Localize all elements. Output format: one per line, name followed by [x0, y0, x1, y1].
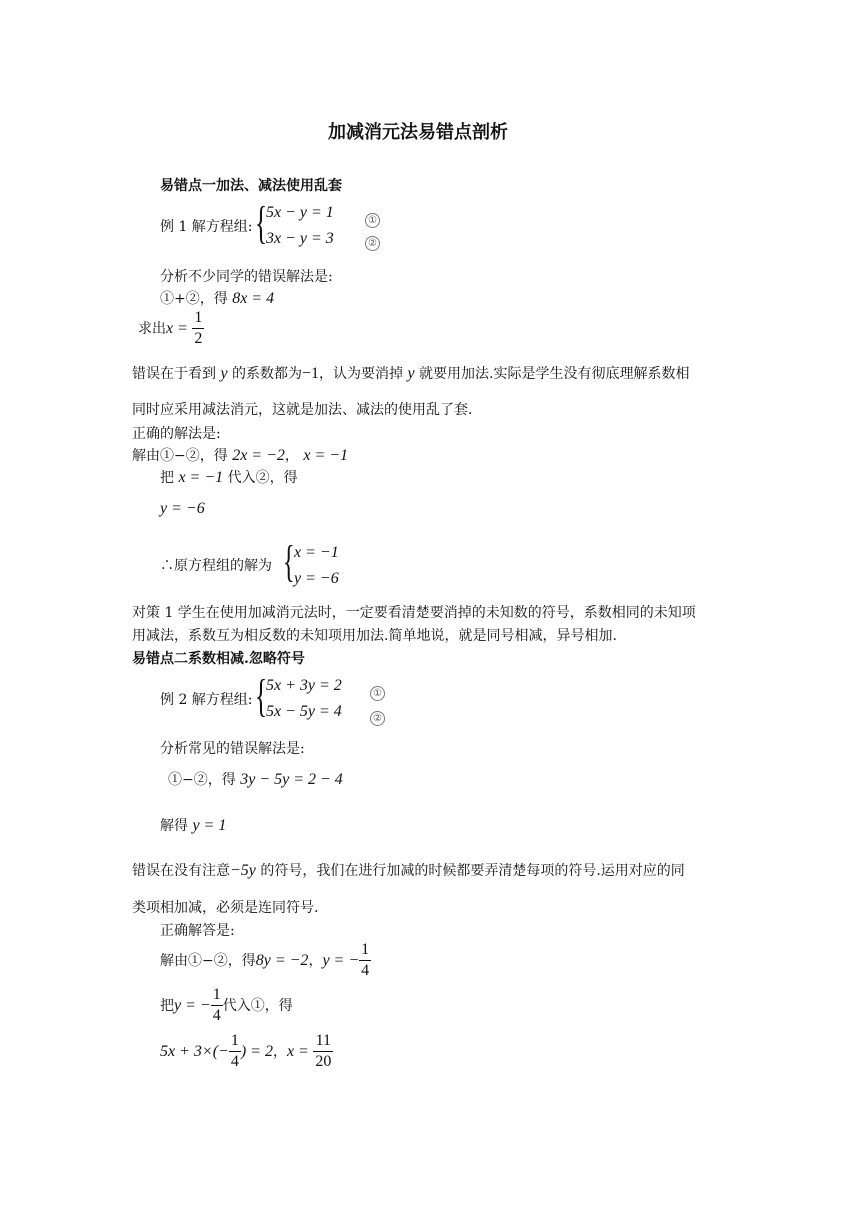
section2-heading: 易错点二系数相减.忽略符号 — [132, 651, 305, 667]
strategy1-line1: 对策 1 学生在使用加减消元法时，一定要看清楚要消掉的未知数的符号，系数相同的未知项 — [132, 605, 696, 621]
step-text: 代入①，得 — [222, 997, 293, 1014]
step-text: 代入②，得 — [223, 470, 298, 486]
example1-error-line2: 同时应采用减法消元，这就是加法、减法的使用乱了套. — [132, 402, 473, 418]
example2-solution-step — [160, 940, 371, 981]
example2-wrong-result — [160, 817, 226, 835]
example2-error-line1 — [132, 862, 685, 880]
step-text: 解得 — [160, 818, 193, 834]
step-sep: ， — [272, 1043, 287, 1060]
example2-eq2: 5x − 5y = 4 — [266, 703, 342, 720]
section1-heading: 易错点一加法、减法使用乱套 — [160, 178, 342, 194]
step-eq: 5x + 3×(− — [160, 1042, 229, 1060]
fraction-numerator: 1 — [211, 985, 223, 1006]
example1-eq2: 3x − y = 3 — [266, 230, 334, 247]
fraction-numerator: 1 — [192, 308, 204, 329]
page-title: 加减消元法易错点剖析 — [328, 122, 508, 143]
step-eq: 8y = −2 — [255, 951, 309, 969]
example2-mark2: ② — [370, 711, 385, 726]
step-eq: x = −1 — [303, 447, 349, 464]
error-text: 就要用加法.实际是学生没有彻底理解系数相 — [414, 366, 690, 382]
example2-final-step — [160, 1031, 333, 1072]
step-eq: y = − — [322, 951, 360, 969]
step-text: 解由①−②，得 — [160, 952, 256, 969]
step-sep: ， — [284, 448, 304, 464]
fraction-denominator: 2 — [194, 330, 203, 347]
example1-y-solution: y = −6 — [160, 500, 205, 517]
example1-label: 例 1 解方程组: — [160, 219, 253, 235]
example2-mark1: ① — [370, 686, 385, 701]
step-eq: y = − — [174, 996, 211, 1014]
fraction-denominator: 4 — [361, 962, 370, 979]
example1-final-label: ∴原方程组的解为 — [160, 558, 272, 574]
step-eq: x = −1 — [178, 469, 224, 486]
example2-brace: { — [255, 670, 268, 721]
example1-solution-step — [132, 447, 348, 465]
step-sep: ， — [308, 952, 323, 969]
example2-correct-label: 正确解答是: — [160, 923, 235, 939]
example1-analysis: 分析不少同学的错误解法是: — [160, 269, 333, 285]
example1-wrong-step — [160, 290, 274, 308]
wrong-step-eq: 8x = 4 — [232, 290, 275, 307]
example1-substitute — [160, 469, 298, 487]
example2-label: 例 2 解方程组: — [160, 692, 253, 708]
final-y: y = −6 — [294, 570, 339, 587]
fraction-denominator: 4 — [230, 1053, 239, 1070]
error-text: 错误在于看到 — [132, 366, 221, 382]
step-text: 把 — [160, 997, 174, 1014]
fraction-numerator: 11 — [313, 1031, 333, 1052]
step-text: ①−②，得 — [168, 772, 241, 788]
final-brace: { — [283, 537, 295, 586]
example1-eq1: 5x − y = 1 — [266, 204, 334, 221]
step-eq: 2x = −2 — [232, 447, 285, 464]
error-var: y — [220, 365, 228, 382]
error-value: −1 — [302, 365, 320, 382]
example1-correct-label: 正确的解法是: — [132, 426, 221, 442]
error-text: 错误在没有注意 — [132, 863, 230, 879]
example2-eq1: 5x + 3y = 2 — [266, 677, 342, 694]
example2-substitute — [160, 985, 293, 1026]
step-eq: x = — [286, 1042, 309, 1060]
example1-brace: { — [255, 197, 268, 248]
example1-wrong-result — [138, 308, 204, 349]
wrong-result-text: 求出 — [138, 320, 166, 337]
error-text: 的系数都为 — [227, 366, 303, 382]
fraction-numerator: 1 — [229, 1031, 241, 1052]
error-text: ，认为要消掉 — [319, 366, 408, 382]
fraction-denominator: 4 — [212, 1007, 221, 1024]
step-eq: y = 1 — [192, 817, 227, 834]
final-x: x = −1 — [294, 544, 339, 561]
example1-mark2: ② — [365, 236, 380, 251]
fraction-numerator: 1 — [359, 940, 371, 961]
example2-analysis: 分析常见的错误解法是: — [160, 741, 305, 757]
error-term: −5y — [230, 862, 256, 879]
example1-mark1: ① — [365, 213, 380, 228]
example1-error-line1 — [132, 365, 690, 383]
error-var: y — [407, 365, 415, 382]
example2-wrong-step — [168, 771, 343, 789]
step-eq: ) = 2 — [240, 1042, 273, 1060]
example2-error-line2: 类项相加减，必须是连同符号. — [132, 900, 319, 916]
step-text: 把 — [160, 470, 179, 486]
fraction-denominator: 20 — [315, 1053, 332, 1070]
strategy1-line2: 用减法，系数互为相反数的未知项用加法.简单地说，就是同号相减，异号相加. — [132, 628, 617, 644]
step-text: 解由①−②，得 — [132, 448, 233, 464]
wrong-step-text: ①+②，得 — [160, 291, 233, 307]
error-text: 的符号，我们在进行加减的时候都要弄清楚每项的符号.运用对应的同 — [255, 863, 685, 879]
wrong-result-x: x = — [166, 319, 188, 337]
step-eq: 3y − 5y = 2 − 4 — [240, 771, 343, 788]
